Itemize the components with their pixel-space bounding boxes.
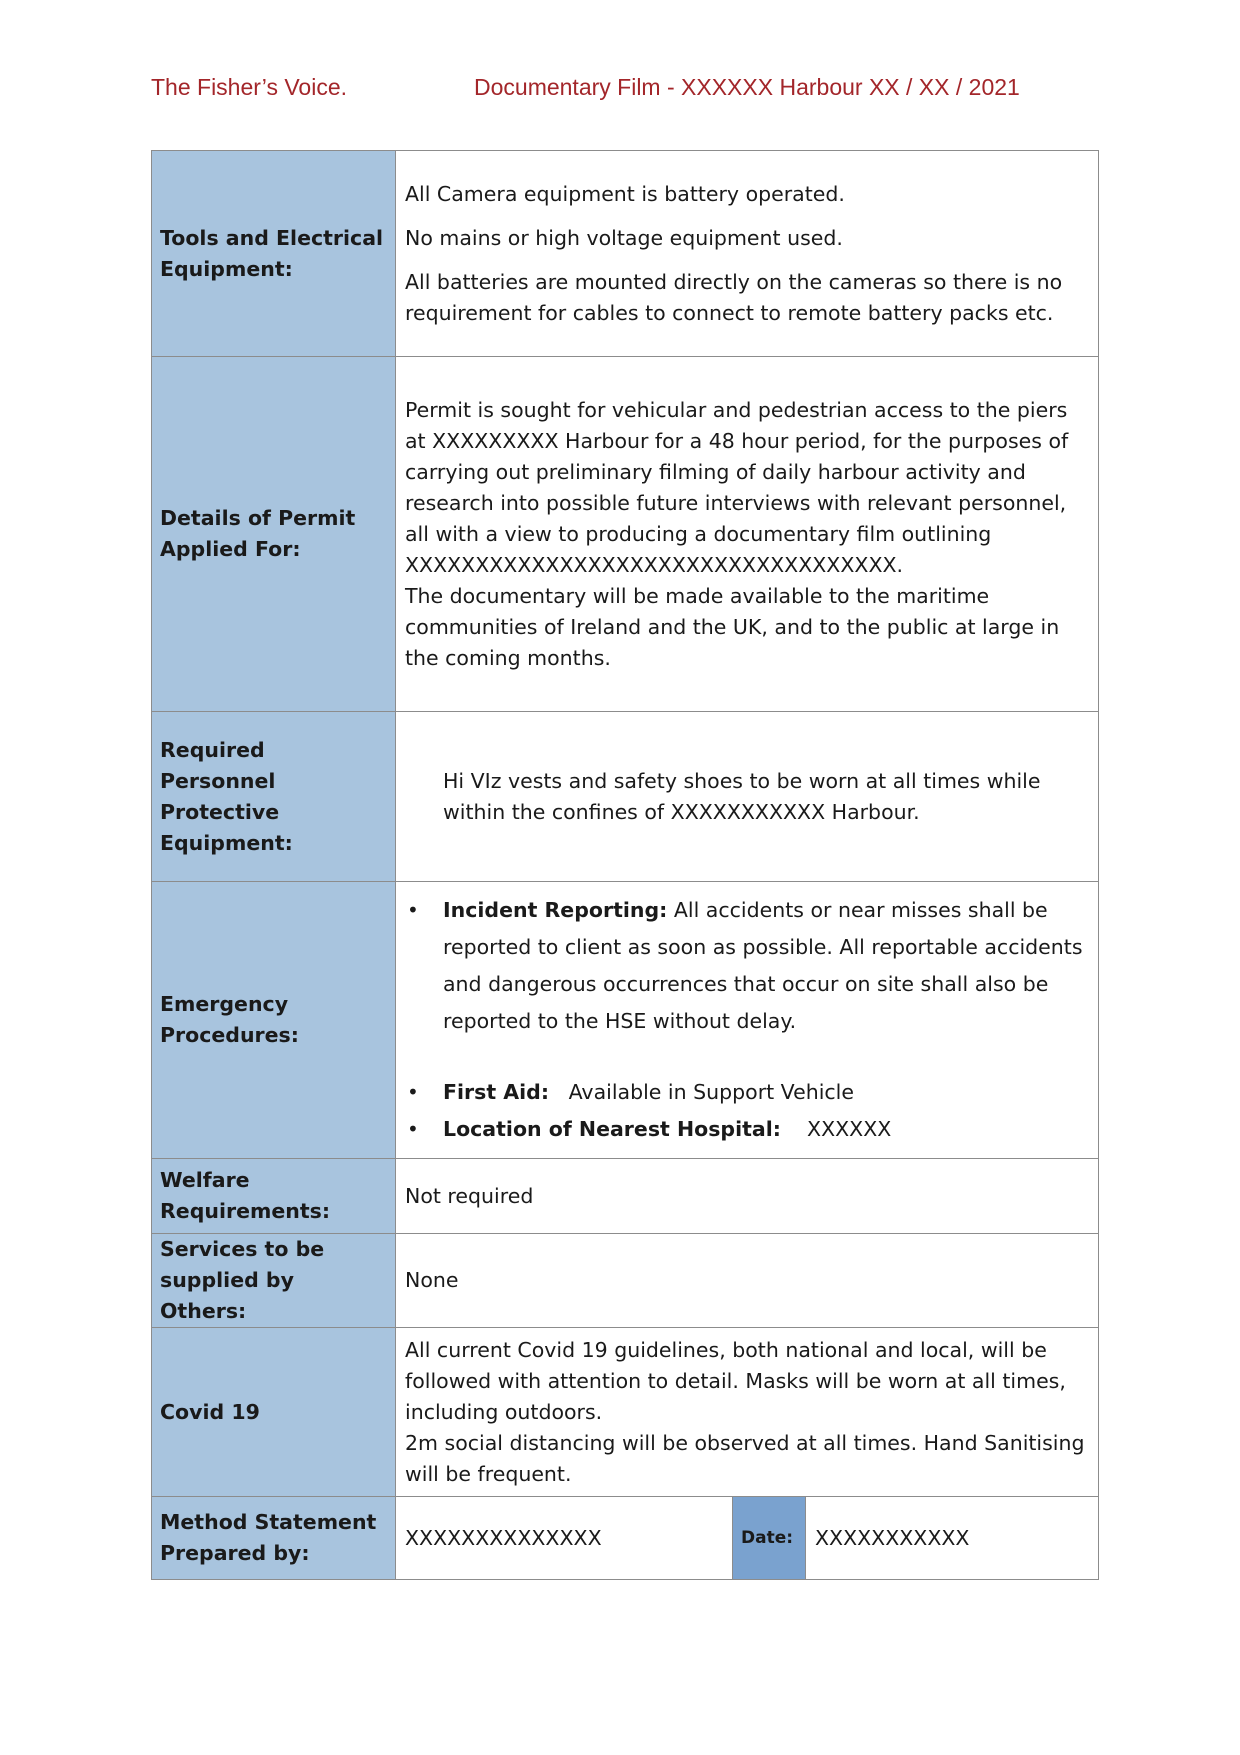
incident-title: Incident Reporting: (443, 898, 668, 922)
row-permit (152, 357, 1099, 712)
label-ppe: Required Personnel Protective Equipment: (152, 712, 396, 882)
value-emergency (396, 882, 1099, 1159)
label-tools: Tools and Electrical Equipment: (152, 151, 396, 357)
value-welfare: Not required (396, 1159, 1099, 1234)
value-services: None (396, 1234, 1099, 1328)
value-date: XXXXXXXXXXX (806, 1497, 1099, 1580)
hospital-text: XXXXXX (807, 1117, 892, 1141)
label-emergency: Emergency Procedures: (152, 882, 396, 1159)
emergency-list (405, 892, 1089, 1148)
row-ppe (152, 712, 1099, 882)
first-aid-text: Available in Support Vehicle (568, 1080, 854, 1104)
hospital-title: Location of Nearest Hospital: (443, 1117, 781, 1141)
row-prepared (152, 1497, 1099, 1580)
label-permit: Details of Permit Applied For: (152, 357, 396, 712)
label-services: Services to be supplied by Others: (152, 1234, 396, 1328)
tools-line-3: All batteries are mounted directly on the cameras so there is no requirement for cables to connect to remote battery packs etc. (405, 269, 1063, 325)
header-document-title: Documentary Film - XXXXXX Harbour XX / XX / 2021 (474, 74, 1020, 100)
value-ppe (396, 712, 1099, 882)
emergency-item-incident (405, 892, 1089, 1040)
label-prepared: Method Statement Prepared by: (152, 1497, 396, 1580)
incident-text: All accidents or near misses shall be reported to client as soon as possible. All reportable accidents and dangerous occurrences that occur on site shall also be reported to the HSE without delay. (443, 898, 1083, 1033)
ppe-text: Hi VIz vests and safety shoes to be worn at all times while within the confines of XXXXXXXXXXX Harbour. (443, 768, 1041, 824)
row-services (152, 1234, 1099, 1328)
row-tools (152, 151, 1099, 357)
label-welfare: Welfare Requirements: (152, 1159, 396, 1234)
value-permit (396, 357, 1099, 712)
label-date: Date: (733, 1497, 806, 1580)
method-statement-table (151, 150, 1099, 1580)
label-covid: Covid 19 (152, 1328, 396, 1497)
permit-text-2: The documentary will be made available to the maritime communities of Ireland and the UK, and to the public at large in the coming months. (405, 583, 1060, 670)
emergency-item-hospital (405, 1111, 1089, 1148)
permit-text-1: Permit is sought for vehicular and pedestrian access to the piers at XXXXXXXXX Harbour for a 48 hour period, for the purposes of carrying out preliminary filming of daily harbour activity and research into possible future interviews with relevant personnel, all with a view to producing a documentary film outlining XXXXXXXXXXXXXXXXXXXXXXXXXXXXXXXXXXX. (405, 397, 1069, 577)
first-aid-title: First Aid: (443, 1080, 550, 1104)
header-organization: The Fisher’s Voice. (151, 74, 348, 100)
row-welfare (152, 1159, 1099, 1234)
tools-line-2: No mains or high voltage equipment used. (405, 225, 843, 250)
value-tools (396, 151, 1099, 357)
row-emergency (152, 882, 1099, 1159)
tools-line-1: All Camera equipment is battery operated. (405, 181, 845, 206)
covid-text-2: 2m social distancing will be observed at all times. Hand Sanitising will be frequent. (405, 1430, 1085, 1486)
emergency-item-first-aid (405, 1074, 1089, 1111)
row-covid (152, 1328, 1099, 1497)
value-covid (396, 1328, 1099, 1497)
value-prepared-by: XXXXXXXXXXXXXX (396, 1497, 733, 1580)
covid-text-1: All current Covid 19 guidelines, both national and local, will be followed with attention to detail. Masks will be worn at all times, including outdoors. (405, 1337, 1066, 1424)
